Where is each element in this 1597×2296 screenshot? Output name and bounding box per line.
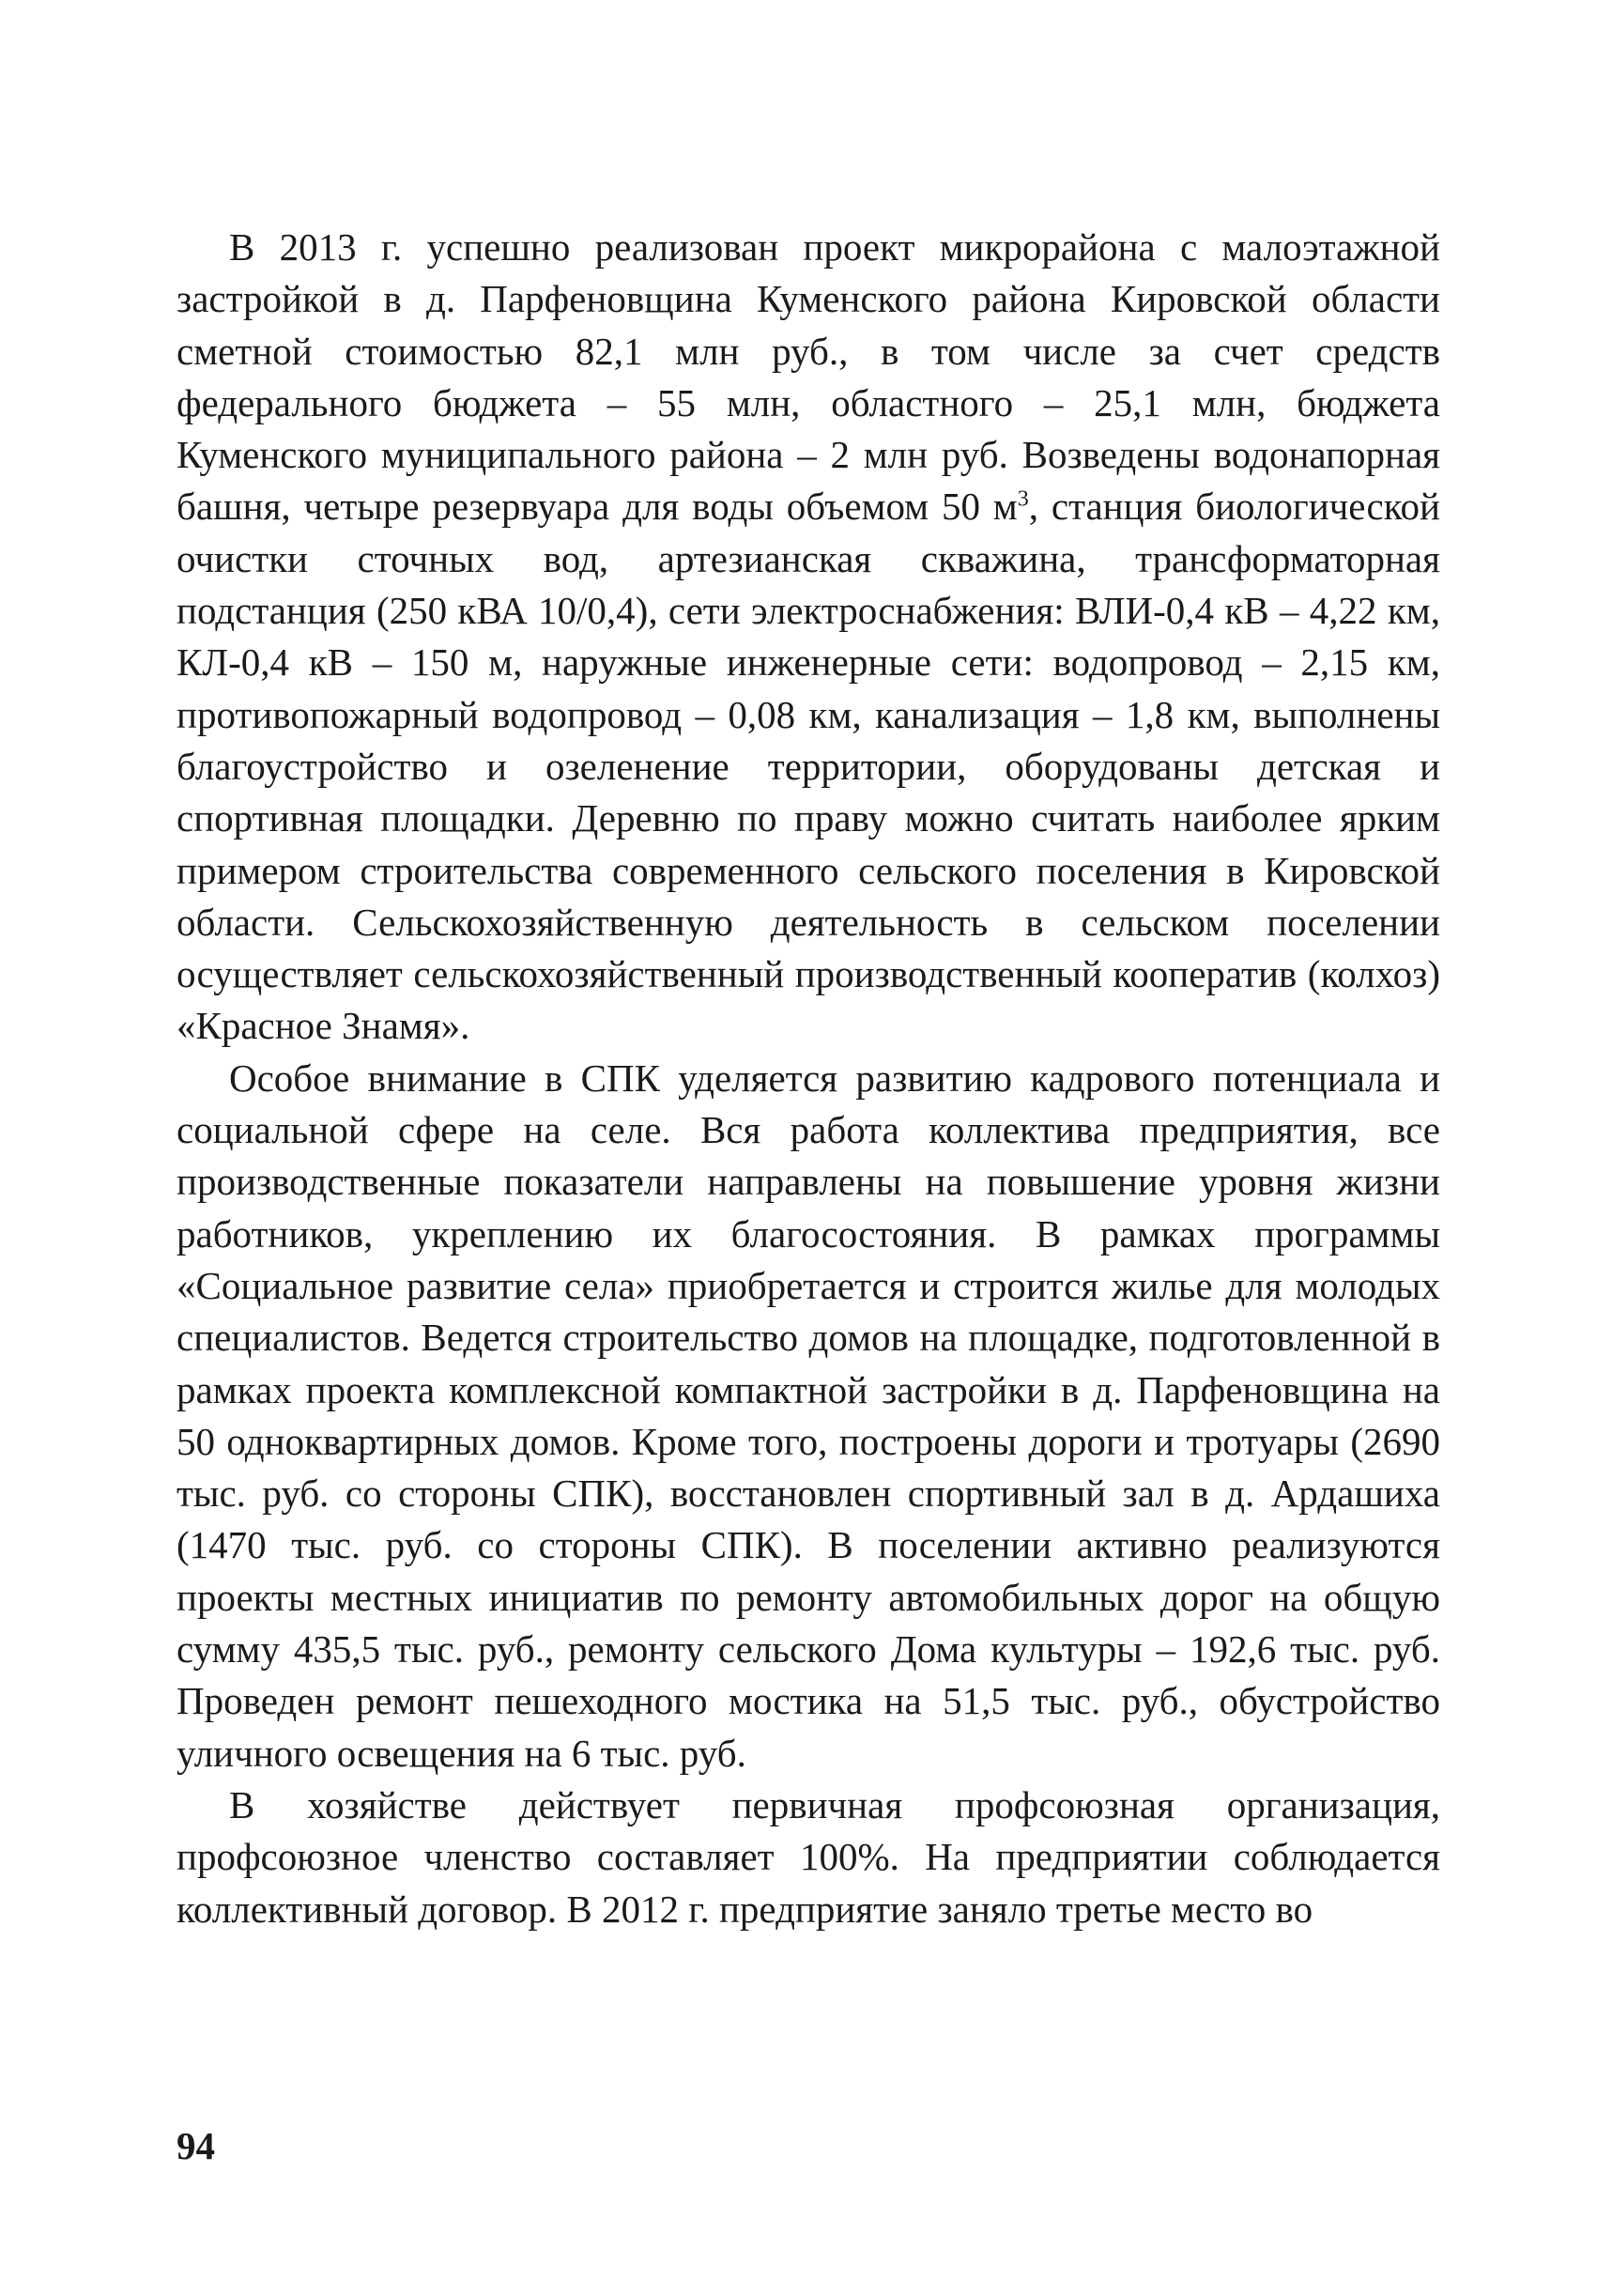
body-text [177,222,1440,1935]
page-number: 94 [177,2124,215,2167]
paragraph-trade-union: В хозяйстве действует первичная профсоюзная организация, профсоюзное членство составляет 100%. На предприятии соблюдается коллективный договор. В 2012 г. предприятие заняло третье место во [177,1782,1440,1931]
paragraph-microdistrict-project [177,222,1440,1053]
paragraph-social-sphere: Особое внимание в СПК уделяется развитию кадрового потенциала и социальной сфере на селе. Вся работа коллектива предприятия, все производственные показатели направлены на повышение уровня жизни работников, укреплению их благосостояния. В рамках программы «Социальное развитие села» приобретается и строится жилье для молодых специалистов. Ведется строительство домов на площадке, подготовленной в рамках проекта комплексной компактной застройки в д. Парфеновщина на 50 одноквартирных домов. Кроме того, построены дороги и тротуары (2690 тыс. руб. со стороны СПК), восстановлен спортивный зал в д. Ардашиха (1470 тыс. руб. со стороны СПК). В поселении активно реализуются проекты местных инициатив по ремонту автомобильных дорог на общую сумму 435,5 тыс. руб., ремонту сельского Дома культуры – 192,6 тыс. руб. Проведен ремонт пешеходного мостика на 51,5 тыс. руб., обустройство уличного освещения на 6 тыс. руб. [177,1056,1440,1775]
paragraph-text: , станция биологической очистки сточных вод, артезианская скважина, трансформаторная подстанция (250 кВА 10/0,4), сети электроснабжения: ВЛИ-0,4 кВ – 4,22 км, КЛ-0,4 кВ – 150 м, наружные инженерные сети: водопровод – 2,15 км, противопожарный водопровод – 0,08 км, канализация – 1,8 км, выполнены благоустройство и озеленение территории, оборудованы детская и спортивная площадки. Деревню по праву можно считать наиболее ярким примером строительства современного сельского поселения в Кировской области. Сельскохозяйственную деятельность в сельском поселении осуществляет сельскохозяйственный производственный кооператив (колхоз) «Красное Знамя». [177,485,1440,1048]
superscript-cubic: 3 [1017,486,1029,512]
paragraph-text: В 2013 г. успешно реализован проект микрорайона с малоэтажной застройкой в д. Парфеновщина Куменского района Кировской области сметной стоимостью 82,1 млн руб., в том числе за счет средств федерального бюджета – 55 млн, областного – 25,1 млн, бюджета Куменского муниципального района – 2 млн руб. Возведены водонапорная башня, четыре резервуара для воды объемом 50 м [177,225,1440,529]
